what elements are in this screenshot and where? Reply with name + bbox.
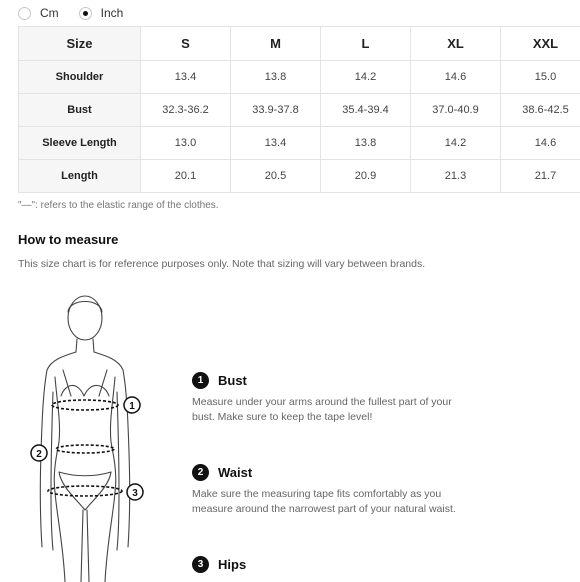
step-2-badge: 2 — [192, 464, 209, 481]
step-1-badge: 1 — [192, 372, 209, 389]
unit-option-cm[interactable] — [18, 6, 59, 20]
table-cell: 13.4 — [231, 127, 321, 160]
table-cell: 13.0 — [141, 127, 231, 160]
table-header-row — [19, 27, 580, 61]
row-label: Sleeve Length — [19, 127, 141, 160]
step-2-title: Waist — [218, 465, 252, 480]
size-chart-table — [18, 26, 580, 193]
table-cell: 20.9 — [321, 160, 411, 193]
table-row — [19, 94, 580, 127]
table-cell: 14.6 — [411, 61, 501, 94]
table-cell: 38.6-42.5 — [501, 94, 580, 127]
step-1-title: Bust — [218, 373, 247, 388]
table-cell: 21.3 — [411, 160, 501, 193]
step-waist — [192, 463, 492, 517]
body-outline-illustration — [25, 292, 160, 582]
unit-selector — [18, 4, 143, 22]
table-row — [19, 61, 580, 94]
header-cell: S — [141, 27, 231, 61]
step-1-text: Measure under your arms around the fullest part of your bust. Make sure to keep the tape level! — [192, 395, 472, 425]
marker-3-label: 3 — [132, 488, 138, 499]
marker-3 — [127, 484, 143, 500]
header-cell: XXL — [501, 27, 580, 61]
step-hips — [192, 555, 492, 573]
marker-2-label: 2 — [36, 449, 42, 460]
header-cell: XL — [411, 27, 501, 61]
table-cell: 21.7 — [501, 160, 580, 193]
unit-option-inch[interactable] — [79, 6, 124, 20]
table-cell: 13.4 — [141, 61, 231, 94]
elastic-range-note: "—": refers to the elastic range of the clothes. — [18, 200, 219, 211]
table-cell: 13.8 — [231, 61, 321, 94]
row-label: Length — [19, 160, 141, 193]
header-cell: Size — [19, 27, 141, 61]
row-label: Bust — [19, 94, 141, 127]
table-cell: 37.0-40.9 — [411, 94, 501, 127]
how-to-measure-heading: How to measure — [18, 232, 118, 247]
how-to-measure-description: This size chart is for reference purposes only. Note that sizing will vary between brands. — [18, 258, 425, 270]
table-cell: 14.2 — [411, 127, 501, 160]
row-label: Shoulder — [19, 61, 141, 94]
marker-1 — [124, 397, 140, 413]
marker-2 — [31, 445, 47, 461]
header-cell: M — [231, 27, 321, 61]
table-cell: 20.5 — [231, 160, 321, 193]
table-row — [19, 127, 580, 160]
step-3-title: Hips — [218, 557, 246, 572]
table-cell: 35.4-39.4 — [321, 94, 411, 127]
table-cell: 15.0 — [501, 61, 580, 94]
table-cell: 20.1 — [141, 160, 231, 193]
step-3-badge: 3 — [192, 556, 209, 573]
header-cell: L — [321, 27, 411, 61]
table-row — [19, 160, 580, 193]
marker-1-label: 1 — [129, 401, 135, 412]
table-cell: 14.2 — [321, 61, 411, 94]
table-cell: 14.6 — [501, 127, 580, 160]
step-bust — [192, 371, 492, 425]
inch-radio[interactable] — [79, 7, 92, 20]
inch-label: Inch — [101, 6, 124, 20]
body-measurement-figure — [25, 292, 160, 582]
table-cell: 33.9-37.8 — [231, 94, 321, 127]
table-cell: 32.3-36.2 — [141, 94, 231, 127]
cm-radio[interactable] — [18, 7, 31, 20]
table-cell: 13.8 — [321, 127, 411, 160]
step-2-text: Make sure the measuring tape fits comfortably as you measure around the narrowest part of your natural waist. — [192, 487, 472, 517]
cm-label: Cm — [40, 6, 59, 20]
